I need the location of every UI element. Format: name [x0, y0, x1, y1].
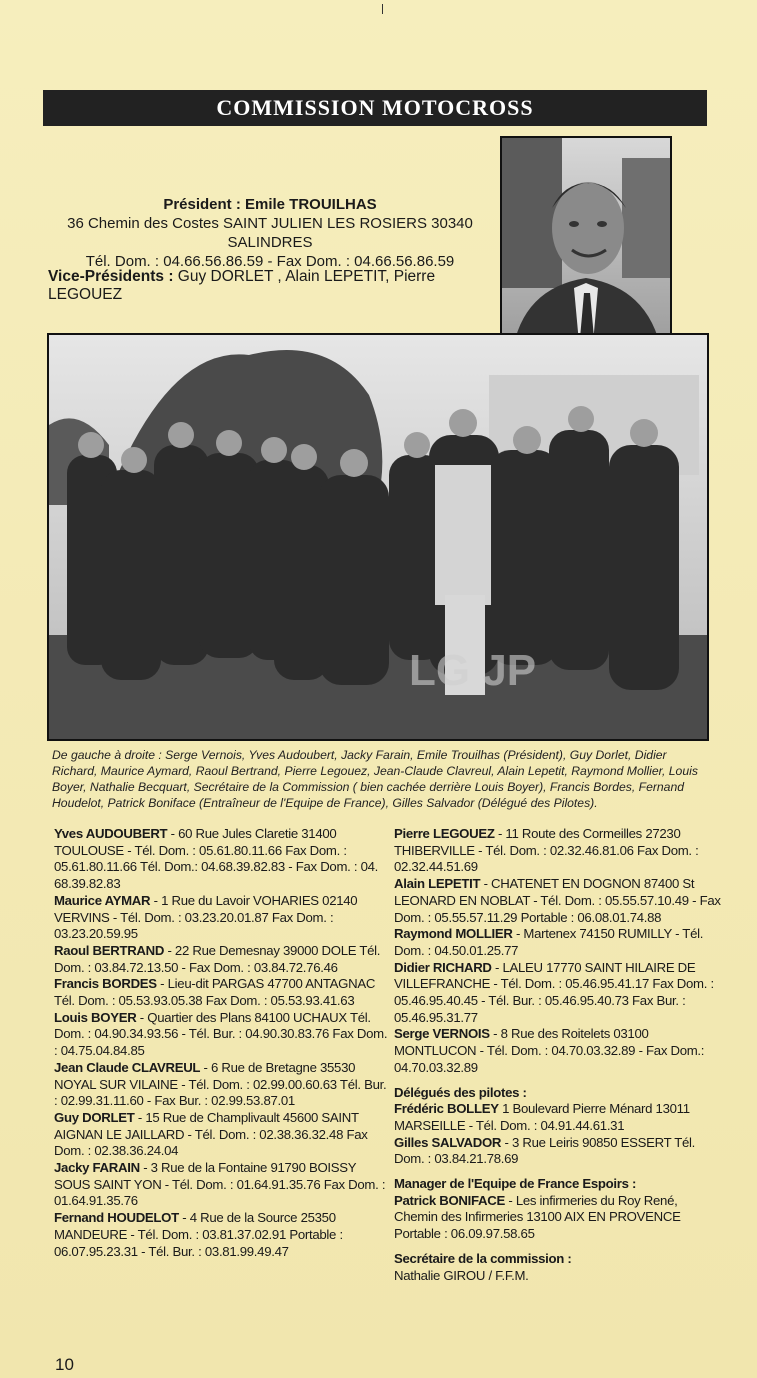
members-right-column — [394, 826, 724, 1284]
member-details: - 6 Rue de Bretagne 35530 NOYAL SUR VILAINE - Tél. Dom. : 02.99.00.60.63 Tél. Bur. : 02.99.31.11.60 - Fax Bur. : 02.99.53.87.01 — [54, 1059, 387, 1109]
members-left-column — [54, 826, 389, 1260]
member-name: Jean Claude CLAVREUL — [54, 1059, 201, 1075]
manager-name: Patrick BONIFACE — [394, 1192, 505, 1208]
vice-label: Vice-Présidents : — [48, 268, 174, 285]
section-banner: COMMISSION MOTOCROSS — [43, 90, 707, 126]
secretary-section — [394, 1251, 724, 1284]
member-entry — [54, 976, 389, 1009]
member-details: - 22 Rue Demesnay 39000 DOLE Tél. Dom. : 03.84.72.13.50 - Fax Dom. : 03.84.72.76.46 — [54, 942, 381, 975]
member-name: Yves AUDOUBERT — [54, 826, 168, 841]
member-name: Pierre LEGOUEZ — [394, 826, 495, 841]
member-details: - 11 Route des Cormeilles 27230 THIBERVILLE - Tél. Dom. : 02.32.46.81.06 Fax Dom. : 02.32.44.51.69 — [394, 826, 699, 875]
member-details: - Quartier des Plans 84100 UCHAUX Tél. Dom. : 04.90.34.93.56 - Tél. Bur. : 04.90.30.83.76 Fax Dom. : 04.75.04.84.85 — [54, 1009, 388, 1059]
member-entry — [54, 826, 389, 893]
president-info — [40, 195, 500, 271]
member-entry — [54, 1110, 389, 1160]
delegate-entry — [394, 1135, 724, 1168]
member-name: Francis BORDES — [54, 976, 157, 992]
member-name: Didier RICHARD — [394, 959, 492, 975]
delegate-details: 1 Boulevard Pierre Ménard 13011 MARSEILLE - Tél. Dom. : 04.91.44.61.31 — [394, 1101, 690, 1133]
member-entry — [54, 893, 389, 943]
member-name: Louis BOYER — [54, 1009, 137, 1025]
member-details: - 1 Rue du Lavoir VOHARIES 02140 VERVINS - Tél. Dom. : 03.23.20.01.87 Fax Dom. : 03.23.20.59.95 — [54, 892, 358, 942]
group-photo — [47, 333, 709, 741]
member-details: - 8 Rue des Roitelets 03100 MONTLUCON - Tél. Dom. : 04.70.03.32.89 - Fax Dom.: 04.70.03.32.89 — [394, 1026, 705, 1075]
member-entry — [54, 1160, 389, 1210]
delegate-name: Gilles SALVADOR — [394, 1134, 502, 1150]
member-entry — [54, 1060, 389, 1110]
member-name: Maurice AYMAR — [54, 892, 151, 908]
vice-names: Guy DORLET , Alain LEPETIT, Pierre LEGOUEZ — [48, 268, 436, 303]
member-entry — [394, 926, 724, 959]
member-name: Fernand HOUDELOT — [54, 1210, 179, 1226]
secretary-title: Secrétaire de la commission : — [394, 1250, 572, 1266]
manager-section — [394, 1176, 724, 1243]
group-photo-image — [49, 335, 707, 739]
portrait-image — [502, 138, 670, 354]
member-entry — [394, 826, 724, 876]
member-details: - Lieu-dit PARGAS 47700 ANTAGNAC Tél. Dom. : 05.53.93.05.38 Fax Dom. : 05.53.93.41.63 — [54, 976, 376, 1009]
delegates-section — [394, 1085, 724, 1169]
vice-presidents — [48, 268, 508, 304]
member-entry — [394, 876, 724, 926]
delegate-entry — [394, 1101, 724, 1134]
member-name: Raoul BERTRAND — [54, 942, 165, 958]
member-name: Alain LEPETIT — [394, 876, 481, 892]
member-entry — [394, 960, 724, 1027]
member-name: Raymond MOLLIER — [394, 926, 513, 942]
page-number: 10 — [55, 1355, 74, 1374]
member-details: - Martenex 74150 RUMILLY - Tél. Dom. : 04.50.01.25.77 — [394, 926, 704, 958]
president-phones: Tél. Dom. : 04.66.56.86.59 - Fax Dom. : 04.66.56.86.59 — [85, 253, 455, 270]
member-name: Jacky FARAIN — [54, 1160, 140, 1176]
member-name: Guy DORLET — [54, 1109, 135, 1125]
president-title: Président : Emile TROUILHAS — [163, 196, 377, 213]
photo-caption: De gauche à droite : Serge Vernois, Yves Audoubert, Jacky Farain, Emile Trouilhas (Président), Guy Dorlet, Didier Richard, Maurice Aymard, Raoul Bertrand, Pierre Legouez, Jean-Claude Clavreul, Alain Lepetit, Raymond Mollier, Louis Boyer, Nathalie Becquart, Secrétaire de la Commission ( bien cachée derrière Louis Boyer), Francis Bordes, Fernand Houdelot, Patrick Boniface (Entraîneur de l'Equipe de France), Gilles Salvador (Délégué des Pilotes). — [52, 748, 698, 810]
member-details: - CHATENET EN DOGNON 87400 St LEONARD EN NOBLAT - Tél. Dom. : 05.55.57.10.49 - Fax Dom. : 05.55.57.11.29 Portable : 06.08.01.74.88 — [394, 876, 721, 925]
member-entry — [54, 943, 389, 976]
member-entry — [54, 1210, 389, 1260]
member-details: - LALEU 17770 SAINT HILAIRE DE VILLEFRANCHE - Tél. Dom. : 05.46.95.41.17 Fax Dom. : 05.46.95.40.45 - Tél. Bur. : 05.46.95.40.73 Fax Bur. : 05.46.95.31.77 — [394, 959, 714, 1025]
president-portrait — [500, 136, 672, 356]
member-name: Serge VERNOIS — [394, 1026, 490, 1042]
secretary-name: Nathalie GIROU / F.F.M. — [394, 1267, 529, 1283]
delegates-title: Délégués des pilotes : — [394, 1084, 527, 1100]
member-details: - 15 Rue de Champlivault 45600 SAINT AIGNAN LE JAILLARD - Tél. Dom. : 02.38.36.32.48 Fax Dom. : 02.38.36.24.04 — [54, 1109, 368, 1159]
member-details: - 60 Rue Jules Claretie 31400 TOULOUSE - Tél. Dom. : 05.61.80.11.66 Fax Dom. : 05.61.80.11.66 Tél. Dom.: 04.68.39.82.83 - Fax Dom. : 04. 68.39.82.83 — [54, 826, 379, 892]
watermark-text: LG JP — [409, 646, 537, 695]
president-address: 36 Chemin des Costes SAINT JULIEN LES ROSIERS 30340 SALINDRES — [67, 215, 473, 251]
member-details: - 4 Rue de la Source 25350 MANDEURE - Tél. Dom. : 03.81.37.02.91 Portable : 06.07.95.23.31 - Tél. Bur. : 03.81.99.49.47 — [54, 1210, 343, 1259]
manager-details: - Les infirmeries du Roy René, Chemin des Infirmeries 13100 AIX EN PROVENCE Portable : 06.09.97.58.65 — [394, 1192, 681, 1242]
member-entry — [394, 1026, 724, 1076]
delegate-name: Frédéric BOLLEY — [394, 1101, 499, 1117]
manager-title: Manager de l'Equipe de France Espoirs : — [394, 1176, 637, 1192]
member-details: - 3 Rue de la Fontaine 91790 BOISSY SOUS SAINT YON - Tél. Dom. : 01.64.91.35.76 Fax Dom. : 01.64.91.35.76 — [54, 1160, 386, 1209]
manager-entry — [394, 1193, 724, 1243]
member-entry — [54, 1010, 389, 1060]
crop-mark — [382, 4, 383, 14]
delegate-details: - 3 Rue Leiris 90850 ESSERT Tél. Dom. : 03.84.21.78.69 — [394, 1134, 696, 1167]
